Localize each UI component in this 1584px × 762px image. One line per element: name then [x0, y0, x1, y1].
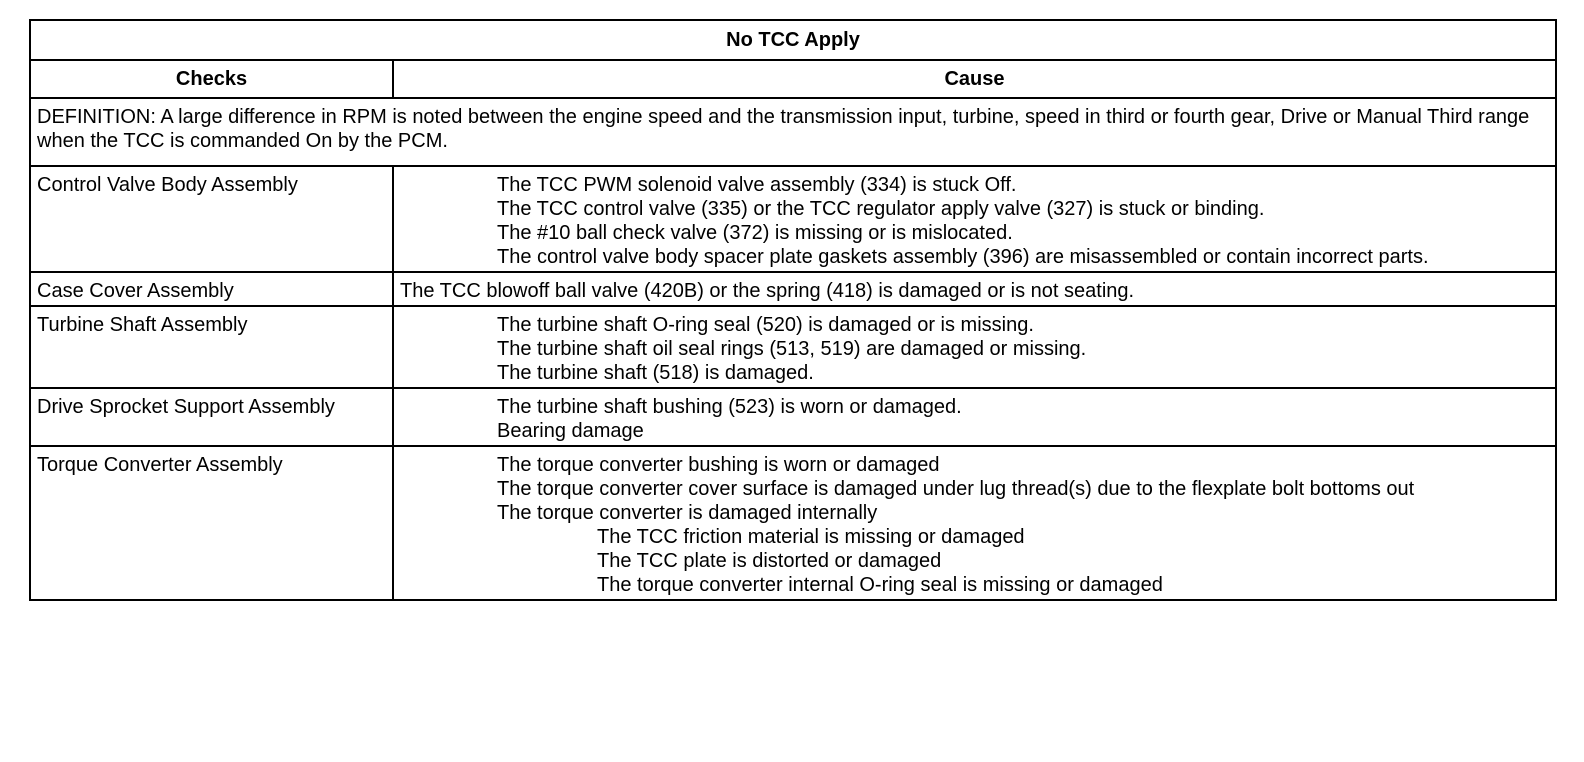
- cause-list: [393, 388, 1556, 446]
- subcause-item: The TCC friction material is missing or damaged: [597, 526, 1025, 548]
- cause-item: The control valve body spacer plate gaskets assembly (396) are misassembled or contain incorrect parts.: [497, 246, 1429, 268]
- cause-item: The turbine shaft O-ring seal (520) is damaged or is missing.: [497, 314, 1034, 336]
- table-title: No TCC Apply: [30, 20, 1556, 60]
- check-case-cover: Case Cover Assembly: [30, 272, 393, 306]
- diagnosis-table: [29, 19, 1557, 601]
- cause-list: [393, 306, 1556, 388]
- cause-item: The turbine shaft (518) is damaged.: [497, 362, 814, 384]
- cause-item: The #10 ball check valve (372) is missing or is mislocated.: [497, 222, 1013, 244]
- cause-item: The turbine shaft bushing (523) is worn or damaged.: [497, 396, 962, 418]
- subcause-item: The TCC plate is distorted or damaged: [597, 550, 942, 572]
- cause-item: The TCC control valve (335) or the TCC regulator apply valve (327) is stuck or binding.: [497, 198, 1265, 220]
- cause-list: [393, 272, 1556, 306]
- title-row: [30, 20, 1556, 60]
- check-control-valve-body: Control Valve Body Assembly: [30, 166, 393, 272]
- cause-item: The torque converter is damaged internally: [497, 502, 878, 524]
- table-row: [30, 446, 1556, 600]
- check-drive-sprocket-support: Drive Sprocket Support Assembly: [30, 388, 393, 446]
- cause-item: The torque converter bushing is worn or damaged: [497, 454, 940, 476]
- table-row: [30, 166, 1556, 272]
- cause-item: The turbine shaft oil seal rings (513, 519) are damaged or missing.: [497, 338, 1087, 360]
- definition-text: DEFINITION: A large difference in RPM is noted between the engine speed and the transmission input, turbine, speed in third or fourth gear, Drive or Manual Third range when the TCC is commanded On by the PCM.: [30, 98, 1556, 166]
- table-row: [30, 272, 1556, 306]
- definition-row: [30, 98, 1556, 166]
- check-turbine-shaft: Turbine Shaft Assembly: [30, 306, 393, 388]
- check-torque-converter: Torque Converter Assembly: [30, 446, 393, 600]
- cause-item: The TCC PWM solenoid valve assembly (334) is stuck Off.: [497, 174, 1017, 196]
- table-row: [30, 306, 1556, 388]
- subcause-item: The torque converter internal O-ring seal is missing or damaged: [597, 574, 1163, 596]
- cause-list: [393, 446, 1556, 600]
- cause-item: The TCC blowoff ball valve (420B) or the spring (418) is damaged or is not seating.: [400, 280, 1135, 302]
- table-row: [30, 388, 1556, 446]
- cause-header: Cause: [393, 60, 1556, 98]
- cause-list: [393, 166, 1556, 272]
- cause-item: The torque converter cover surface is damaged under lug thread(s) due to the flexplate bolt bottoms out: [497, 478, 1415, 500]
- checks-header: Checks: [30, 60, 393, 98]
- header-row: [30, 60, 1556, 98]
- cause-item: Bearing damage: [497, 420, 644, 442]
